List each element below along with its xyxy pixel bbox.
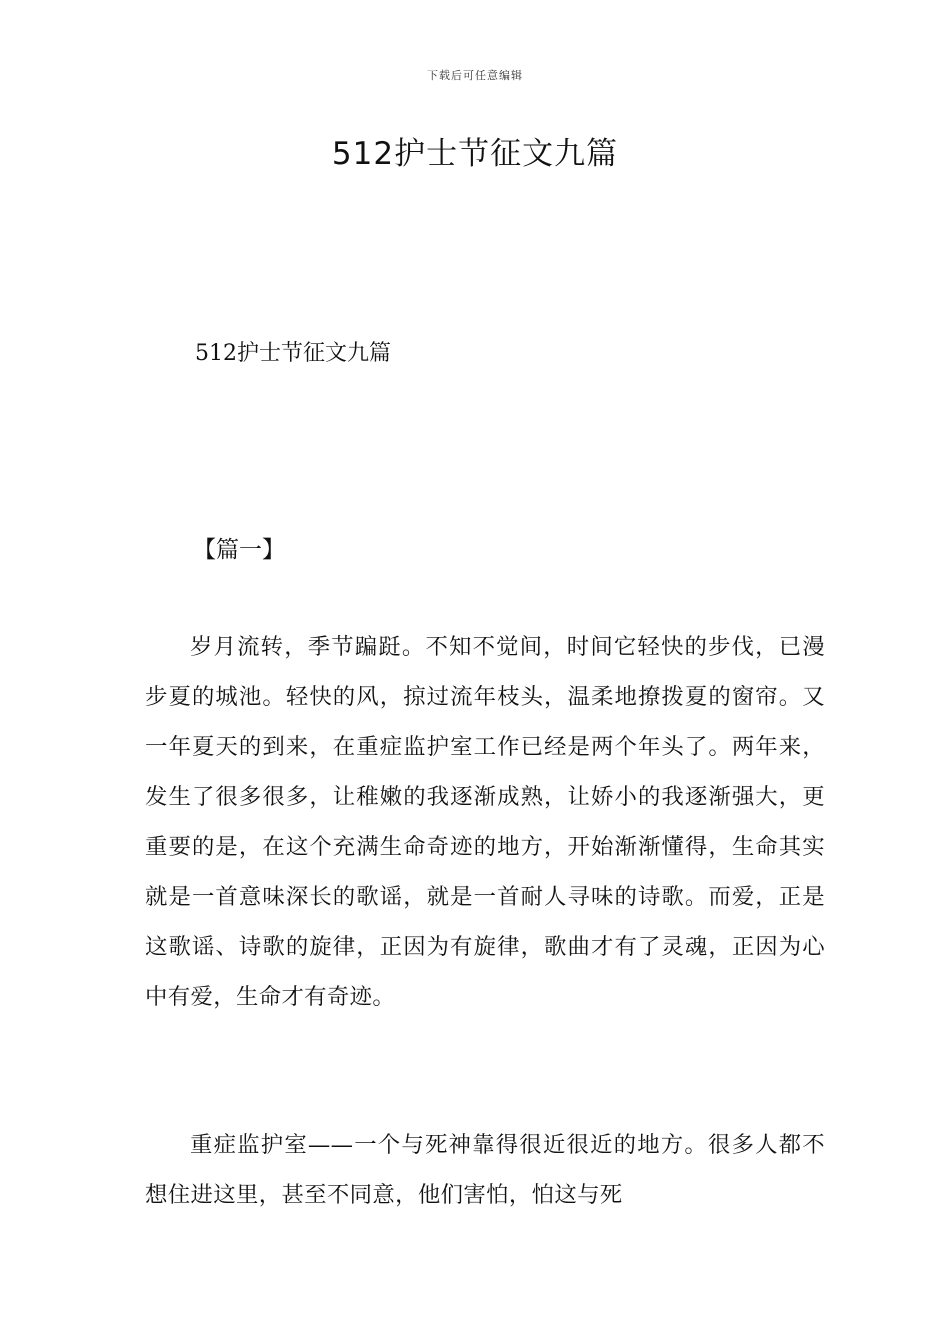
document-title: 512护士节征文九篇 [331, 136, 619, 172]
body-paragraph: 岁月流转，季节蹁跹。不知不觉间，时间它轻快的步伐，已漫步夏的城池。轻快的风，掠过流年枝头，温柔地撩拨夏的窗帘。又一年夏天的到来，在重症监护室工作已经是两个年头了。两年来，发生了很多很多，让稚嫩的我逐渐成熟，让娇小的我逐渐强大，更重要的是，在这个充满生命奇迹的地方，开始渐渐懂得，生命其实就是一首意味深长的歌谣，就是一首耐人寻味的诗歌。而爱，正是这歌谣、诗歌的旋律，正因为有旋律，歌曲才有了灵魂，正因为心中有爱，生命才有奇迹。 [145, 634, 825, 1010]
body-paragraph: 重症监护室——一个与死神靠得很近很近的地方。很多人都不想住进这里，甚至不同意，他们害怕，怕这与死 [145, 1132, 825, 1208]
section-heading: 【篇一】 [193, 537, 285, 563]
header-note: 下载后可任意编辑 [427, 69, 523, 82]
document-subtitle: 512护士节征文九篇 [195, 341, 391, 366]
